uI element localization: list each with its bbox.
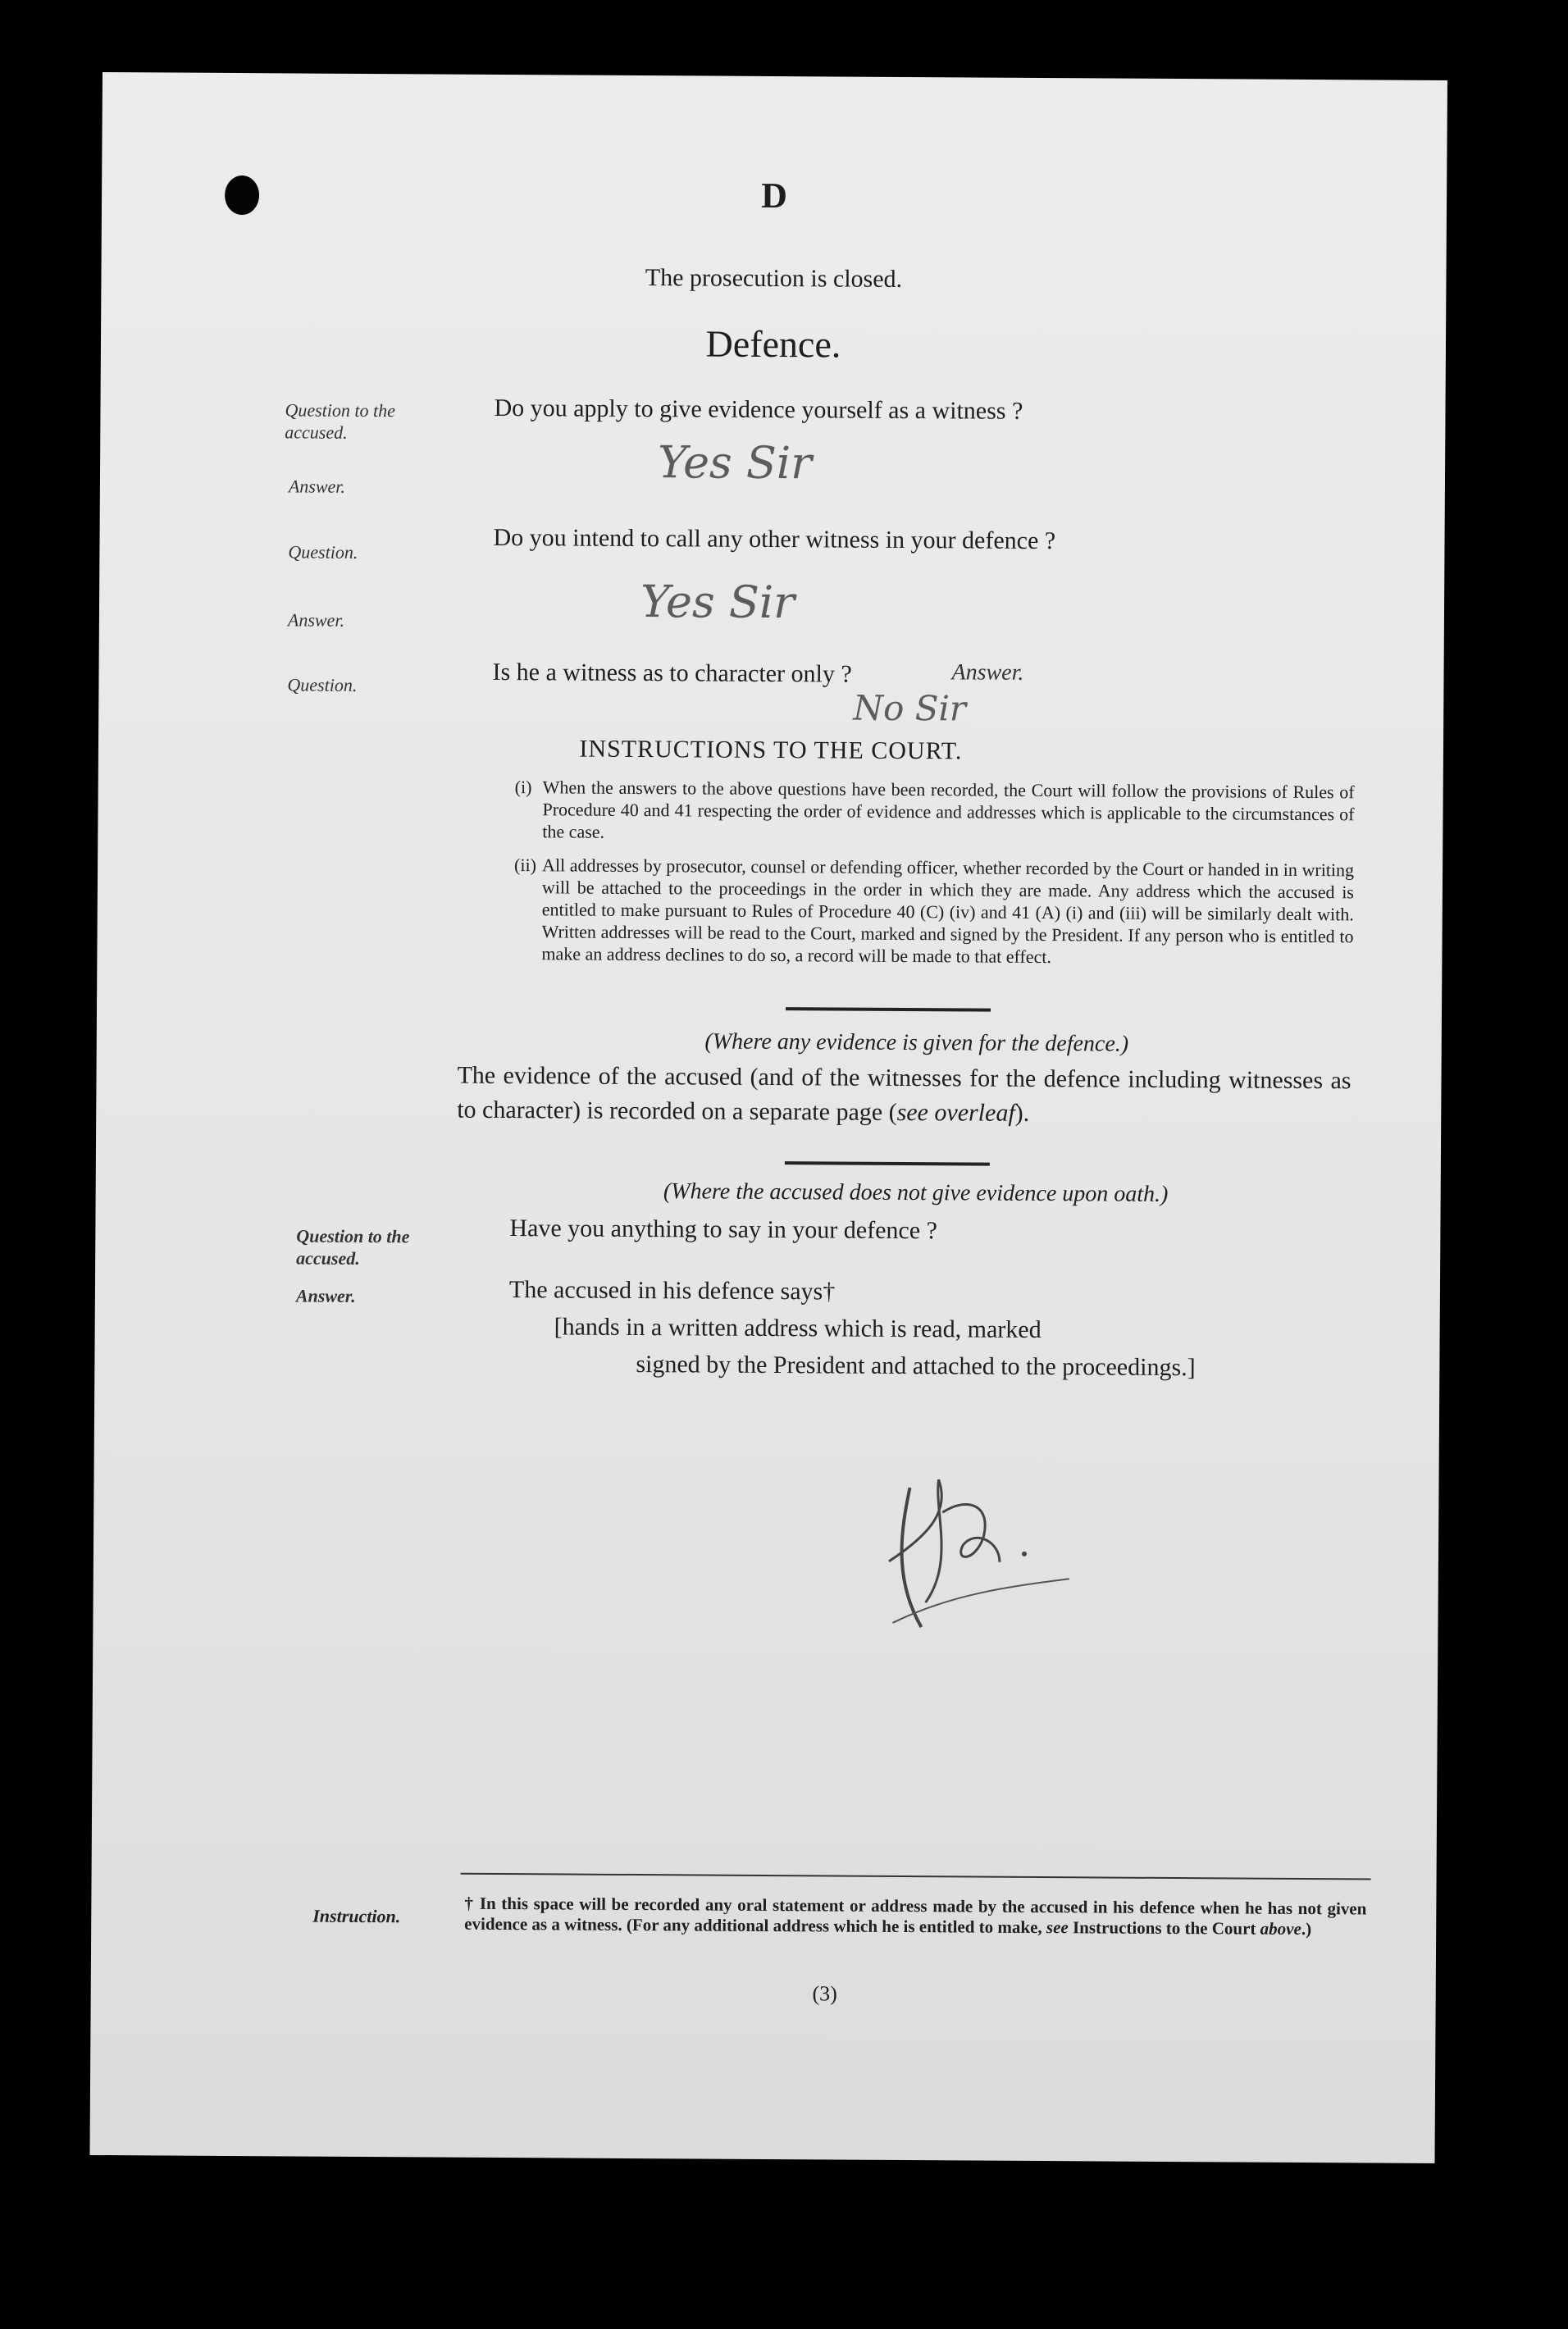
evidence-heading: (Where any evidence is given for the defence.) [704, 1028, 1129, 1057]
instruction-item [514, 776, 1355, 847]
instruction-number: (ii) [514, 855, 537, 876]
page-title: Defence. [705, 322, 841, 366]
footnote-label: Instruction. [312, 1905, 401, 1927]
evidence-body-end: ). [1014, 1099, 1030, 1127]
instruction-text: All addresses by prosecutor, counsel or defending officer, whether recorded by the Court or handed in in writing will be attached to the proceedings in the order in which they are made. Any address which the accused is entitled to make pursuant to Rules of Procedure 40 (C) (iv) and 41 (A) (i) and (iii) will be similarly dealt with. Written addresses will be read to the Court, marked and signed by the President. If any person who is entitled to make an address declines to do so, a record will be made to that effect. [541, 855, 1355, 968]
footnote-text [464, 1894, 1366, 1940]
section-letter: D [761, 175, 788, 216]
instructions-title: INSTRUCTIONS TO THE COURT. [579, 735, 963, 765]
q2-answer-label: Answer. [287, 609, 345, 631]
q3-label: Question. [287, 674, 358, 695]
q2-label: Question. [288, 541, 358, 563]
prosecution-closed-text: The prosecution is closed. [645, 264, 903, 293]
no-oath-question-label: Question to the accused. [296, 1225, 410, 1269]
footnote-part1: † In this space will be recorded any oral statement or address made by the accused in his defence when he has not given evidence as a witness. (For any additional address which he is entitled to make, [464, 1893, 1367, 1938]
see-overleaf-text: see overleaf [896, 1098, 1015, 1127]
no-oath-answer-intro: The accused in his defence says† [508, 1276, 836, 1306]
no-oath-answer-label: Answer. [295, 1285, 356, 1306]
no-oath-answer-line1: [hands in a written address which is read, marked [554, 1313, 1042, 1344]
q1-label: Question to the accused. [285, 399, 395, 443]
q3-text: Is he a witness as to character only ? [492, 658, 852, 688]
form-page [89, 72, 1447, 2163]
evidence-body-text: The evidence of the accused (and of the witnesses for the defence including witnesses as to character) is recorded on a separate page ( [457, 1061, 1351, 1126]
no-oath-question: Have you anything to say in your defence ? [509, 1215, 937, 1245]
evidence-body [457, 1059, 1351, 1133]
page-number: (3) [812, 1981, 837, 2006]
q3-answer-handwritten: No Sir [853, 687, 967, 729]
footnote-see: see [1046, 1917, 1069, 1938]
section-divider [785, 1161, 990, 1166]
q1-text: Do you apply to give evidence yourself as a witness ? [494, 394, 1023, 425]
footnote-rule [461, 1873, 1371, 1880]
footnote-above: above [1260, 1918, 1301, 1939]
instruction-text: When the answers to the above questions have been recorded, the Court will follow the provisions of Rules of Procedure 40 and 41 respecting the order of evidence and addresses which is applicable to the circumstances of the case. [542, 777, 1355, 842]
president-initials-signature [876, 1463, 1073, 1636]
section-divider [786, 1007, 991, 1012]
instruction-number: (i) [514, 777, 532, 798]
no-oath-heading: (Where the accused does not give evidence upon oath.) [663, 1178, 1169, 1207]
q3-answer-label: Answer. [951, 659, 1024, 686]
q1-answer-handwritten: Yes Sir [657, 436, 813, 490]
q2-answer-handwritten: Yes Sir [640, 576, 795, 629]
q1-answer-label: Answer. [288, 476, 346, 497]
footnote-part2: Instructions to the Court [1068, 1917, 1260, 1939]
q2-text: Do you intend to call any other witness in your defence ? [493, 523, 1056, 555]
footnote-part3: .) [1301, 1918, 1312, 1939]
instruction-item [514, 854, 1355, 969]
no-oath-answer-line2: signed by the President and attached to the proceedings.] [636, 1351, 1196, 1382]
